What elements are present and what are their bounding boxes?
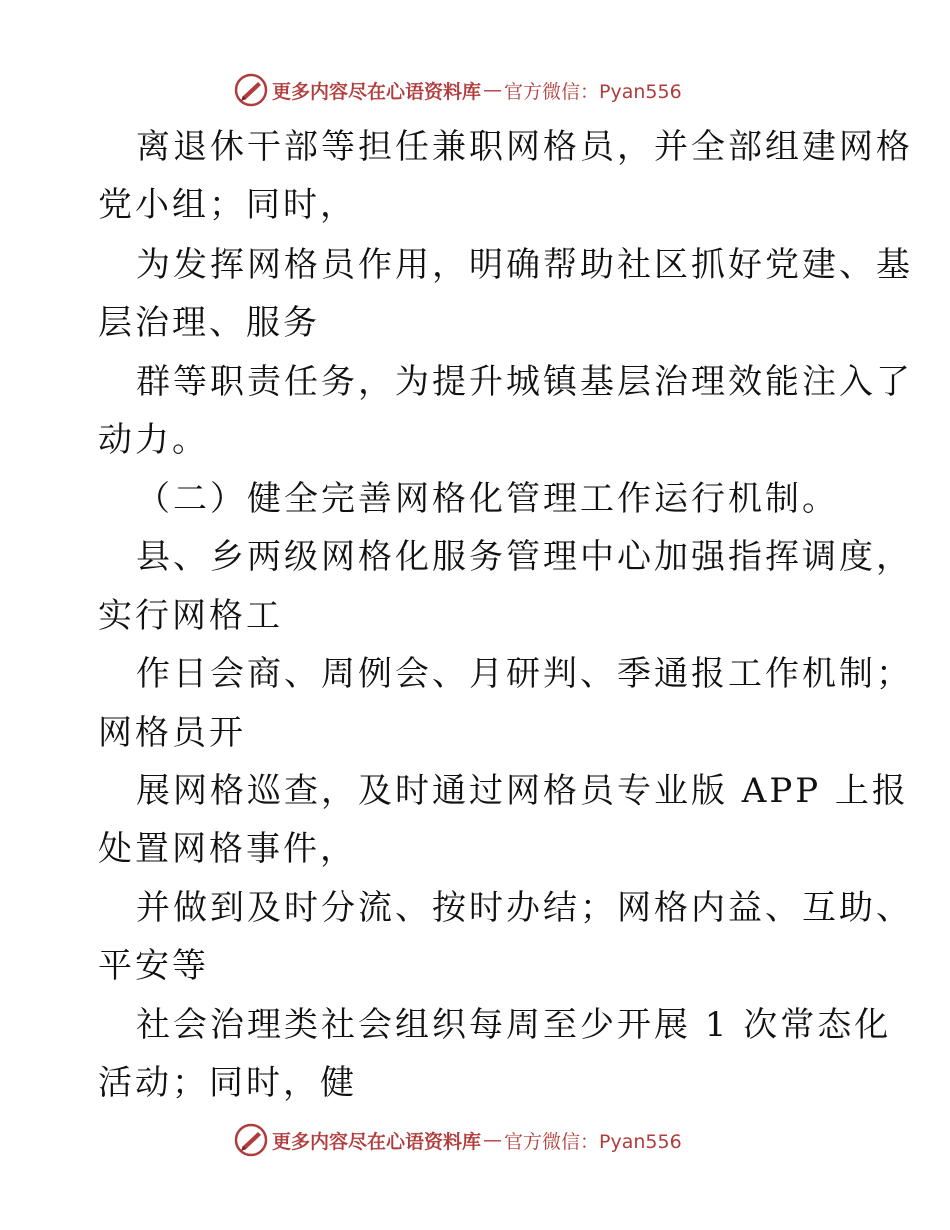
footer-watermark [234, 1120, 682, 1160]
body-line: 作日会商、周例会、月研判、季通报工作机制； [136, 654, 913, 694]
watermark-separator: — [483, 1129, 503, 1151]
watermark-wechat-text: 官方微信：Pyan556 [504, 1130, 682, 1153]
body-line: 动力。 [98, 420, 209, 460]
watermark-separator: — [483, 79, 503, 101]
body-line: 为发挥网格员作用，明确帮助社区抓好党建、基 [136, 245, 913, 285]
body-line: 活动；同时，健 [98, 1063, 357, 1103]
pen-logo-icon [234, 73, 268, 107]
body-line: 处置网格事件， [98, 829, 357, 869]
header-watermark [234, 70, 682, 110]
section-heading: （二）健全完善网格化管理工作运行机制。 [136, 479, 839, 519]
body-line: 并做到及时分流、按时办结；网格内益、互助、 [136, 888, 913, 928]
body-line: 层治理、服务 [98, 303, 320, 343]
body-line: 社会治理类社会组织每周至少开展 1 次常态化 [136, 1005, 892, 1045]
body-line: 平安等 [98, 946, 209, 986]
body-line: 展网格巡查，及时通过网格员专业版 APP 上报 [136, 771, 909, 811]
pen-logo-icon [234, 1123, 268, 1157]
watermark-main-text: 更多内容尽在心语资料库 [272, 80, 482, 103]
body-line: 网格员开 [98, 713, 246, 753]
watermark-wechat-text: 官方微信：Pyan556 [504, 80, 682, 103]
body-line: 实行网格工 [98, 596, 283, 636]
body-line: 县、乡两级网格化服务管理中心加强指挥调度， [136, 537, 913, 577]
body-line: 群等职责任务，为提升城镇基层治理效能注入了 [136, 362, 913, 402]
body-line: 党小组；同时， [98, 185, 357, 225]
watermark-main-text: 更多内容尽在心语资料库 [272, 1130, 482, 1153]
body-line: 离退休干部等担任兼职网格员，并全部组建网格 [136, 127, 913, 167]
